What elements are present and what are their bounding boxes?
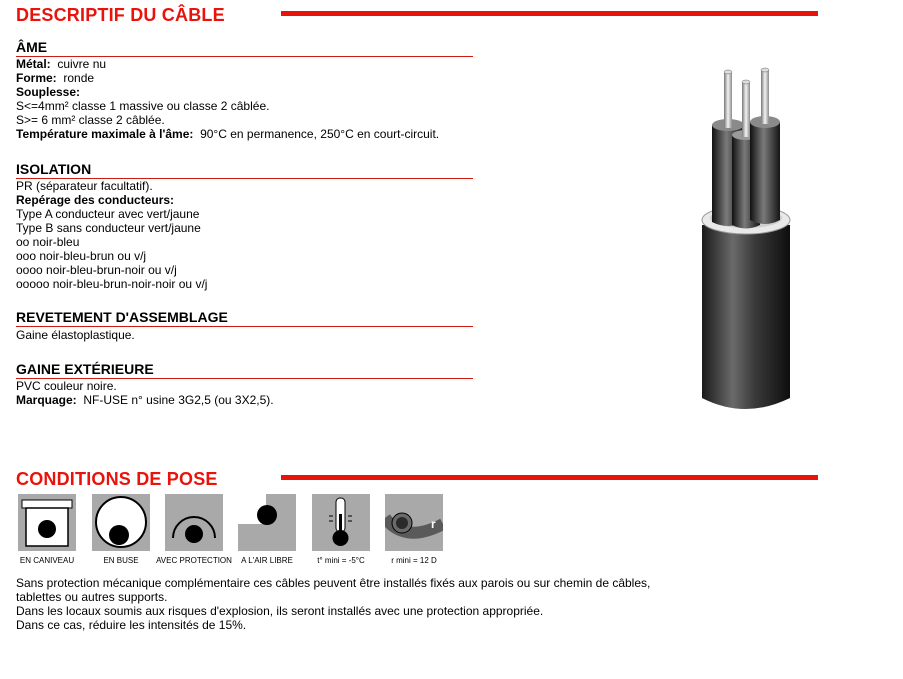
pose-text-line: tablettes ou autres supports. <box>16 590 168 604</box>
ame-heading: ÂME <box>16 39 473 57</box>
radius-label: r mini = 12 D <box>391 556 437 565</box>
reperage-line: Type A conducteur avec vert/jaune <box>16 207 200 221</box>
protection-icon <box>165 494 223 551</box>
cable-illustration <box>690 60 810 415</box>
descriptif-title: DESCRIPTIF DU CÂBLE <box>16 5 225 25</box>
isolation-heading: ISOLATION <box>16 161 473 179</box>
protection-label: AVEC PROTECTION <box>156 556 232 565</box>
gaine-line: PVC couleur noire. <box>16 379 117 393</box>
souplesse-line-1: S<=4mm² classe 1 massive ou classe 2 câblée. <box>16 99 270 113</box>
revetement-line: Gaine élastoplastique. <box>16 328 135 342</box>
revetement-heading: REVETEMENT D'ASSEMBLAGE <box>16 309 473 327</box>
metal-line: Métal: cuivre nu <box>16 57 107 71</box>
air-libre-icon <box>238 494 296 551</box>
reperage-line: ooo noir-bleu-brun ou v/j <box>16 249 147 263</box>
conditions-rule <box>281 475 818 480</box>
reperage-line: oo noir-bleu <box>16 235 80 249</box>
title-rule <box>281 11 818 16</box>
caniveau-icon <box>18 494 76 551</box>
thermometer-icon <box>312 494 370 551</box>
bend-radius-icon <box>385 494 443 551</box>
caniveau-label: EN CANIVEAU <box>19 556 75 565</box>
forme-line: Forme: ronde <box>16 71 95 85</box>
buse-icon <box>92 494 150 551</box>
marquage-line: Marquage: NF-USE n° usine 3G2,5 (ou 3X2,5). <box>16 393 274 407</box>
buse-label: EN BUSE <box>103 556 139 565</box>
temperature-label: t° mini = -5°C <box>317 556 365 565</box>
conditions-title: CONDITIONS DE POSE <box>16 469 218 489</box>
pose-text-line: Dans ce cas, réduire les intensités de 15%. <box>16 618 247 632</box>
gaine-heading: GAINE EXTÉRIEURE <box>16 361 473 379</box>
pose-text-line: Dans les locaux soumis aux risques d'explosion, ils seront installés avec une protection appropriée. <box>16 604 544 618</box>
reperage-line: Type B sans conducteur vert/jaune <box>16 221 201 235</box>
radius-glyph: r <box>431 517 436 531</box>
souplesse-label: Souplesse: <box>16 85 81 99</box>
temperature-line: Température maximale à l'âme: 90°C en permanence, 250°C en court-circuit. <box>16 127 440 141</box>
reperage-line: ooooo noir-bleu-brun-noir-noir ou v/j <box>16 277 208 291</box>
pose-text-line: Sans protection mécanique complémentaire ces câbles peuvent être installés fixés aux parois ou sur chemin de câbles, <box>16 576 651 590</box>
reperage-line: oooo noir-bleu-brun-noir ou v/j <box>16 263 177 277</box>
air-libre-label: A L'AIR LIBRE <box>241 556 293 565</box>
isolation-line-1: PR (séparateur facultatif). <box>16 179 153 193</box>
souplesse-line-2: S>= 6 mm² classe 2 câblée. <box>16 113 165 127</box>
reperage-label: Repérage des conducteurs: <box>16 193 175 207</box>
